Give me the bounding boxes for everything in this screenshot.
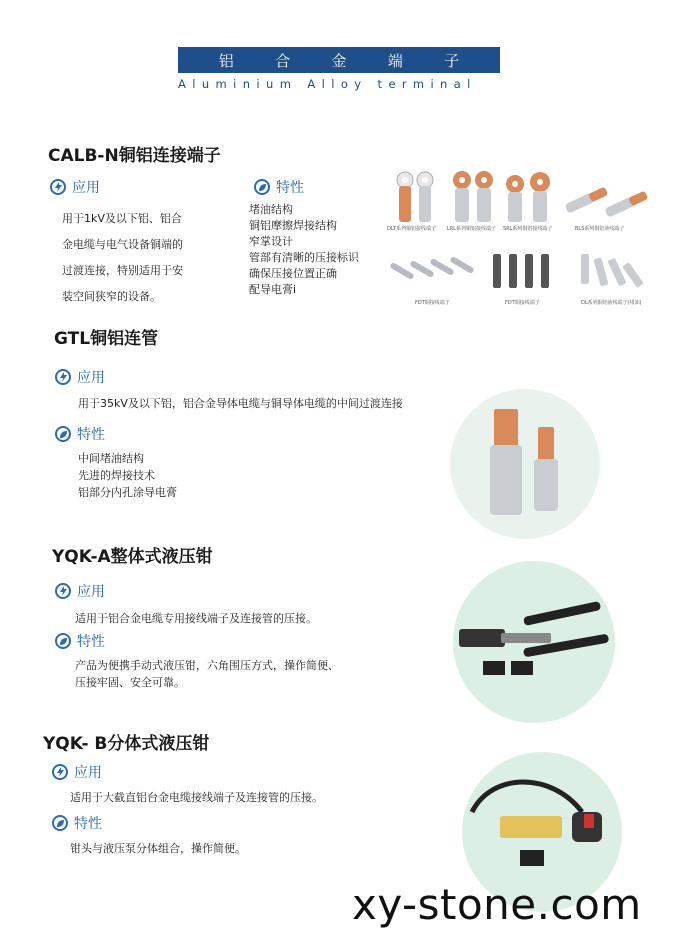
leaf-icon (55, 633, 71, 649)
banner-char: 金 (331, 51, 347, 70)
fdt-black-terminal-image (493, 254, 549, 288)
banner-char: 端 (387, 51, 403, 70)
gtl-tube-image (450, 389, 600, 539)
section-title: GTL铜铝连管 (54, 329, 159, 349)
feature-line: 配导电膏i (249, 283, 297, 296)
feature-text (78, 450, 177, 501)
bls-terminal-image (564, 187, 648, 218)
header-subtitle: Aluminium Alloy terminal (178, 77, 477, 91)
feature-line: 产品为便携手动式液压钳，六角围压方式，操作简便、 (75, 659, 339, 672)
section-title: YQK- B分体式液压钳 (43, 734, 210, 754)
lightning-icon (55, 583, 71, 599)
banner-char: 铝 (218, 51, 234, 70)
app-tag (55, 581, 105, 601)
feature-line: 确保压接位置正确 (249, 267, 337, 280)
photo-caption: FDT铜接线端子 (415, 300, 450, 306)
terminal-photo-group (385, 168, 655, 318)
feature-label: 特性 (77, 634, 105, 650)
feature-line: 管部有清晰的压接标识 (249, 251, 359, 264)
app-text (62, 206, 183, 310)
leaf-icon (55, 426, 71, 442)
photo-caption: LRL系列铜铝接线端子 (447, 226, 497, 232)
feature-tag (254, 177, 304, 197)
feature-text (75, 657, 339, 691)
app-tag (50, 177, 100, 197)
app-line: 金电缆与电气设备铜端的 (62, 238, 183, 251)
feature-text (249, 202, 359, 298)
app-line: 适用于铝合金电缆专用接线端子及连接管的压接。 (75, 612, 317, 625)
feature-line: 铝部分内孔涂导电膏 (78, 486, 177, 499)
photo-caption: BLS系列铜铝液线端子 (575, 226, 625, 232)
feature-label: 特性 (276, 180, 304, 196)
srl-terminal-image (506, 172, 550, 222)
app-line: 过渡连接，特别适用于安 (62, 264, 183, 277)
fdt-terminal-image (389, 256, 475, 280)
lightning-icon (50, 179, 66, 195)
photo-caption: DLT系列铜铝接线端子 (387, 226, 437, 232)
section-title: CALB-N铜铝连接端子 (48, 146, 221, 166)
photo-caption: DL系列铜铝液线端子(堵油) (581, 300, 642, 306)
feature-line: 铜铝摩擦焊接结构 (249, 219, 337, 232)
app-tag (52, 762, 102, 782)
app-label: 应用 (72, 180, 100, 196)
dlt-terminal-image (397, 172, 433, 222)
watermark-text: xy-stone.com (352, 880, 642, 929)
yqk-a-tool-image (453, 561, 615, 723)
app-label: 应用 (77, 370, 105, 386)
feature-line: 压接牢固、安全可靠。 (75, 676, 185, 689)
banner-char: 子 (444, 51, 460, 70)
header-banner (178, 47, 500, 73)
feature-tag (52, 813, 102, 833)
section-title: YQK-A整体式液压钳 (52, 547, 213, 567)
feature-line: 钳头与液压泵分体组合，操作简便。 (70, 842, 246, 855)
feature-line: 堵油结构 (249, 203, 293, 216)
app-label: 应用 (74, 765, 102, 781)
feature-line: 先进的焊接技术 (78, 469, 155, 482)
lrl-terminal-image (453, 171, 493, 222)
photo-caption: FDT铜接线端子 (505, 300, 540, 306)
feature-tag (55, 631, 105, 651)
feature-label: 特性 (74, 816, 102, 832)
lightning-icon (52, 764, 68, 780)
app-line: 用于1kV及以下铝、铝合 (62, 212, 182, 225)
app-tag (55, 367, 105, 387)
banner-char: 合 (275, 51, 291, 70)
feature-line: 中间堵油结构 (78, 452, 144, 465)
app-label: 应用 (77, 584, 105, 600)
leaf-icon (254, 179, 270, 195)
app-line: 用于35kV及以下铝，铝合金导体电缆与铜导体电缆的中间过渡连接 (78, 397, 403, 410)
dl-terminal-image (581, 254, 644, 288)
lightning-icon (55, 369, 71, 385)
app-line: 装空间狭窄的设备。 (62, 290, 161, 303)
leaf-icon (52, 815, 68, 831)
photo-caption: SRL系列铜铝接线端子 (503, 226, 553, 232)
feature-line: 窄掌设计 (249, 235, 293, 248)
feature-label: 特性 (77, 427, 105, 443)
app-line: 适用于大截直铝台金电缆接线端子及连接管的压接。 (70, 791, 323, 804)
feature-tag (55, 424, 105, 444)
